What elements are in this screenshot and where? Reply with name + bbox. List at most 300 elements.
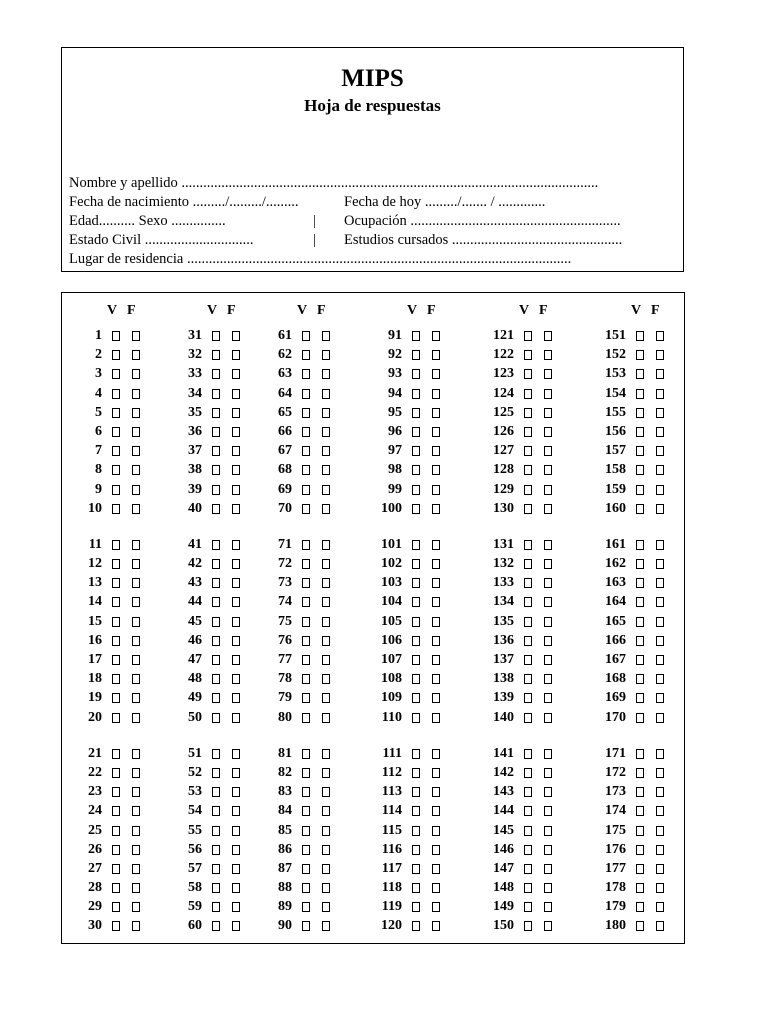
checkbox-verdadero[interactable] [302,597,310,607]
checkbox-falso[interactable] [544,389,552,399]
checkbox-verdadero[interactable] [302,578,310,588]
checkbox-falso[interactable] [132,768,140,778]
checkbox-verdadero[interactable] [212,597,220,607]
checkbox-falso[interactable] [544,921,552,931]
checkbox-falso[interactable] [232,636,240,646]
checkbox-falso[interactable] [232,559,240,569]
checkbox-falso[interactable] [322,693,330,703]
checkbox-falso[interactable] [232,369,240,379]
checkbox-falso[interactable] [132,369,140,379]
checkbox-falso[interactable] [322,504,330,514]
checkbox-falso[interactable] [656,636,664,646]
checkbox-falso[interactable] [322,389,330,399]
checkbox-verdadero[interactable] [524,787,532,797]
checkbox-falso[interactable] [544,806,552,816]
checkbox-verdadero[interactable] [636,636,644,646]
checkbox-verdadero[interactable] [112,768,120,778]
checkbox-falso[interactable] [322,636,330,646]
checkbox-verdadero[interactable] [212,446,220,456]
checkbox-verdadero[interactable] [212,408,220,418]
checkbox-verdadero[interactable] [524,693,532,703]
checkbox-falso[interactable] [544,485,552,495]
checkbox-verdadero[interactable] [212,713,220,723]
checkbox-falso[interactable] [232,921,240,931]
checkbox-verdadero[interactable] [302,504,310,514]
checkbox-falso[interactable] [432,465,440,475]
checkbox-falso[interactable] [322,749,330,759]
checkbox-falso[interactable] [656,902,664,912]
checkbox-falso[interactable] [656,617,664,627]
checkbox-falso[interactable] [432,845,440,855]
checkbox-falso[interactable] [132,350,140,360]
checkbox-falso[interactable] [432,369,440,379]
checkbox-verdadero[interactable] [112,902,120,912]
checkbox-verdadero[interactable] [212,768,220,778]
checkbox-falso[interactable] [432,485,440,495]
checkbox-falso[interactable] [322,902,330,912]
checkbox-falso[interactable] [656,864,664,874]
checkbox-falso[interactable] [132,864,140,874]
checkbox-falso[interactable] [544,559,552,569]
checkbox-verdadero[interactable] [302,485,310,495]
checkbox-falso[interactable] [432,713,440,723]
checkbox-verdadero[interactable] [112,389,120,399]
checkbox-falso[interactable] [322,597,330,607]
checkbox-falso[interactable] [322,655,330,665]
checkbox-verdadero[interactable] [212,806,220,816]
checkbox-falso[interactable] [132,465,140,475]
checkbox-falso[interactable] [322,465,330,475]
checkbox-verdadero[interactable] [212,826,220,836]
checkbox-falso[interactable] [132,597,140,607]
checkbox-verdadero[interactable] [636,465,644,475]
checkbox-falso[interactable] [322,369,330,379]
fecha-hoy-field[interactable]: Fecha de hoy ........./....... / ............. [344,194,546,210]
checkbox-verdadero[interactable] [524,350,532,360]
checkbox-verdadero[interactable] [302,826,310,836]
checkbox-verdadero[interactable] [412,674,420,684]
nombre-field[interactable]: Nombre y apellido ................................................................................................................... [69,175,599,191]
checkbox-falso[interactable] [544,350,552,360]
checkbox-falso[interactable] [132,655,140,665]
checkbox-verdadero[interactable] [636,674,644,684]
checkbox-verdadero[interactable] [302,559,310,569]
checkbox-verdadero[interactable] [212,636,220,646]
checkbox-falso[interactable] [132,693,140,703]
checkbox-verdadero[interactable] [412,655,420,665]
checkbox-falso[interactable] [432,446,440,456]
checkbox-verdadero[interactable] [302,921,310,931]
checkbox-falso[interactable] [656,446,664,456]
checkbox-verdadero[interactable] [212,578,220,588]
checkbox-verdadero[interactable] [112,465,120,475]
checkbox-falso[interactable] [232,331,240,341]
checkbox-verdadero[interactable] [636,559,644,569]
checkbox-verdadero[interactable] [302,883,310,893]
checkbox-falso[interactable] [132,902,140,912]
checkbox-falso[interactable] [432,768,440,778]
checkbox-verdadero[interactable] [212,693,220,703]
checkbox-verdadero[interactable] [412,902,420,912]
checkbox-verdadero[interactable] [302,693,310,703]
checkbox-falso[interactable] [232,408,240,418]
checkbox-verdadero[interactable] [412,826,420,836]
checkbox-falso[interactable] [232,806,240,816]
checkbox-falso[interactable] [544,655,552,665]
checkbox-falso[interactable] [656,485,664,495]
checkbox-falso[interactable] [544,504,552,514]
checkbox-verdadero[interactable] [524,806,532,816]
checkbox-verdadero[interactable] [302,427,310,437]
checkbox-verdadero[interactable] [524,504,532,514]
checkbox-verdadero[interactable] [212,331,220,341]
checkbox-verdadero[interactable] [212,504,220,514]
checkbox-verdadero[interactable] [524,655,532,665]
checkbox-falso[interactable] [132,504,140,514]
checkbox-falso[interactable] [432,864,440,874]
checkbox-falso[interactable] [132,787,140,797]
checkbox-falso[interactable] [132,540,140,550]
checkbox-falso[interactable] [132,921,140,931]
checkbox-falso[interactable] [544,446,552,456]
checkbox-falso[interactable] [656,693,664,703]
checkbox-falso[interactable] [544,864,552,874]
checkbox-verdadero[interactable] [112,713,120,723]
checkbox-verdadero[interactable] [524,389,532,399]
checkbox-falso[interactable] [656,559,664,569]
checkbox-verdadero[interactable] [112,504,120,514]
checkbox-falso[interactable] [132,826,140,836]
checkbox-verdadero[interactable] [212,465,220,475]
checkbox-falso[interactable] [656,408,664,418]
checkbox-falso[interactable] [322,446,330,456]
checkbox-verdadero[interactable] [112,369,120,379]
checkbox-falso[interactable] [656,350,664,360]
checkbox-verdadero[interactable] [412,845,420,855]
checkbox-falso[interactable] [232,465,240,475]
checkbox-verdadero[interactable] [524,559,532,569]
checkbox-verdadero[interactable] [636,845,644,855]
checkbox-falso[interactable] [322,485,330,495]
checkbox-verdadero[interactable] [524,768,532,778]
checkbox-verdadero[interactable] [636,331,644,341]
checkbox-falso[interactable] [232,427,240,437]
checkbox-falso[interactable] [544,883,552,893]
checkbox-verdadero[interactable] [412,540,420,550]
fecha-nacimiento-field[interactable]: Fecha de nacimiento ........./........./......... [69,194,299,210]
checkbox-verdadero[interactable] [636,713,644,723]
checkbox-falso[interactable] [544,369,552,379]
checkbox-falso[interactable] [322,540,330,550]
checkbox-verdadero[interactable] [636,597,644,607]
checkbox-falso[interactable] [132,331,140,341]
checkbox-verdadero[interactable] [412,578,420,588]
checkbox-falso[interactable] [132,408,140,418]
checkbox-verdadero[interactable] [524,749,532,759]
checkbox-verdadero[interactable] [112,617,120,627]
checkbox-verdadero[interactable] [212,787,220,797]
checkbox-falso[interactable] [656,597,664,607]
checkbox-falso[interactable] [656,674,664,684]
checkbox-falso[interactable] [322,408,330,418]
checkbox-falso[interactable] [432,787,440,797]
checkbox-verdadero[interactable] [636,902,644,912]
checkbox-falso[interactable] [322,787,330,797]
checkbox-verdadero[interactable] [636,826,644,836]
checkbox-falso[interactable] [432,350,440,360]
checkbox-falso[interactable] [232,883,240,893]
checkbox-verdadero[interactable] [412,331,420,341]
checkbox-falso[interactable] [322,921,330,931]
checkbox-falso[interactable] [432,921,440,931]
checkbox-verdadero[interactable] [212,485,220,495]
checkbox-falso[interactable] [232,902,240,912]
checkbox-verdadero[interactable] [636,389,644,399]
checkbox-verdadero[interactable] [524,902,532,912]
checkbox-verdadero[interactable] [302,369,310,379]
checkbox-falso[interactable] [544,408,552,418]
checkbox-falso[interactable] [132,674,140,684]
checkbox-falso[interactable] [432,693,440,703]
checkbox-falso[interactable] [232,826,240,836]
checkbox-falso[interactable] [656,540,664,550]
checkbox-verdadero[interactable] [412,504,420,514]
checkbox-verdadero[interactable] [212,559,220,569]
checkbox-falso[interactable] [132,713,140,723]
checkbox-verdadero[interactable] [112,864,120,874]
checkbox-verdadero[interactable] [636,504,644,514]
checkbox-verdadero[interactable] [112,806,120,816]
checkbox-falso[interactable] [544,597,552,607]
checkbox-verdadero[interactable] [212,655,220,665]
checkbox-verdadero[interactable] [524,617,532,627]
checkbox-verdadero[interactable] [412,921,420,931]
checkbox-falso[interactable] [656,465,664,475]
checkbox-falso[interactable] [544,465,552,475]
checkbox-verdadero[interactable] [112,826,120,836]
checkbox-falso[interactable] [232,350,240,360]
checkbox-verdadero[interactable] [636,540,644,550]
checkbox-verdadero[interactable] [112,446,120,456]
checkbox-verdadero[interactable] [524,674,532,684]
checkbox-falso[interactable] [544,749,552,759]
checkbox-verdadero[interactable] [412,864,420,874]
checkbox-falso[interactable] [544,845,552,855]
checkbox-verdadero[interactable] [112,485,120,495]
checkbox-falso[interactable] [232,768,240,778]
checkbox-verdadero[interactable] [302,389,310,399]
checkbox-verdadero[interactable] [412,408,420,418]
checkbox-verdadero[interactable] [412,465,420,475]
checkbox-verdadero[interactable] [302,655,310,665]
checkbox-verdadero[interactable] [302,540,310,550]
checkbox-verdadero[interactable] [524,826,532,836]
checkbox-verdadero[interactable] [524,883,532,893]
checkbox-verdadero[interactable] [524,845,532,855]
checkbox-verdadero[interactable] [302,617,310,627]
checkbox-falso[interactable] [432,578,440,588]
checkbox-verdadero[interactable] [636,617,644,627]
checkbox-falso[interactable] [232,446,240,456]
checkbox-falso[interactable] [432,331,440,341]
checkbox-falso[interactable] [432,749,440,759]
checkbox-falso[interactable] [232,864,240,874]
checkbox-verdadero[interactable] [636,350,644,360]
checkbox-verdadero[interactable] [112,787,120,797]
checkbox-verdadero[interactable] [636,693,644,703]
checkbox-falso[interactable] [432,427,440,437]
checkbox-verdadero[interactable] [212,369,220,379]
checkbox-verdadero[interactable] [412,636,420,646]
checkbox-falso[interactable] [232,845,240,855]
checkbox-verdadero[interactable] [302,350,310,360]
checkbox-verdadero[interactable] [112,427,120,437]
checkbox-falso[interactable] [132,427,140,437]
checkbox-falso[interactable] [232,597,240,607]
checkbox-verdadero[interactable] [412,883,420,893]
checkbox-falso[interactable] [132,749,140,759]
checkbox-verdadero[interactable] [212,389,220,399]
checkbox-verdadero[interactable] [412,446,420,456]
checkbox-verdadero[interactable] [112,597,120,607]
checkbox-verdadero[interactable] [524,369,532,379]
checkbox-falso[interactable] [232,504,240,514]
checkbox-verdadero[interactable] [112,540,120,550]
checkbox-verdadero[interactable] [302,768,310,778]
checkbox-verdadero[interactable] [112,578,120,588]
checkbox-falso[interactable] [544,713,552,723]
checkbox-verdadero[interactable] [302,465,310,475]
checkbox-verdadero[interactable] [636,485,644,495]
checkbox-verdadero[interactable] [636,787,644,797]
checkbox-falso[interactable] [432,674,440,684]
checkbox-verdadero[interactable] [636,655,644,665]
checkbox-verdadero[interactable] [524,636,532,646]
checkbox-verdadero[interactable] [302,806,310,816]
checkbox-verdadero[interactable] [636,578,644,588]
checkbox-verdadero[interactable] [524,578,532,588]
checkbox-falso[interactable] [544,540,552,550]
checkbox-falso[interactable] [656,749,664,759]
checkbox-verdadero[interactable] [412,559,420,569]
checkbox-verdadero[interactable] [524,921,532,931]
checkbox-verdadero[interactable] [636,883,644,893]
checkbox-verdadero[interactable] [636,921,644,931]
checkbox-falso[interactable] [656,655,664,665]
checkbox-falso[interactable] [544,902,552,912]
checkbox-verdadero[interactable] [412,369,420,379]
checkbox-falso[interactable] [322,845,330,855]
checkbox-falso[interactable] [432,883,440,893]
checkbox-falso[interactable] [132,845,140,855]
checkbox-falso[interactable] [432,826,440,836]
checkbox-falso[interactable] [322,826,330,836]
checkbox-falso[interactable] [656,768,664,778]
checkbox-falso[interactable] [656,713,664,723]
checkbox-falso[interactable] [544,578,552,588]
checkbox-verdadero[interactable] [412,693,420,703]
checkbox-falso[interactable] [322,806,330,816]
checkbox-falso[interactable] [232,485,240,495]
checkbox-verdadero[interactable] [412,597,420,607]
checkbox-verdadero[interactable] [112,559,120,569]
checkbox-falso[interactable] [232,749,240,759]
checkbox-falso[interactable] [656,369,664,379]
checkbox-falso[interactable] [322,578,330,588]
checkbox-verdadero[interactable] [212,617,220,627]
checkbox-falso[interactable] [656,806,664,816]
checkbox-verdadero[interactable] [524,465,532,475]
checkbox-falso[interactable] [432,540,440,550]
checkbox-falso[interactable] [232,617,240,627]
checkbox-falso[interactable] [432,389,440,399]
checkbox-verdadero[interactable] [112,674,120,684]
checkbox-falso[interactable] [132,578,140,588]
checkbox-falso[interactable] [656,787,664,797]
checkbox-verdadero[interactable] [412,768,420,778]
checkbox-falso[interactable] [132,559,140,569]
residencia-field[interactable]: Lugar de residencia .......................................................................................................... [69,251,572,267]
checkbox-falso[interactable] [232,578,240,588]
checkbox-falso[interactable] [432,806,440,816]
checkbox-falso[interactable] [544,768,552,778]
checkbox-falso[interactable] [544,693,552,703]
checkbox-verdadero[interactable] [302,408,310,418]
checkbox-verdadero[interactable] [302,713,310,723]
checkbox-verdadero[interactable] [112,883,120,893]
checkbox-verdadero[interactable] [212,674,220,684]
checkbox-verdadero[interactable] [524,427,532,437]
checkbox-falso[interactable] [322,674,330,684]
checkbox-falso[interactable] [544,636,552,646]
checkbox-falso[interactable] [432,504,440,514]
checkbox-falso[interactable] [132,446,140,456]
checkbox-verdadero[interactable] [212,427,220,437]
checkbox-verdadero[interactable] [302,902,310,912]
checkbox-falso[interactable] [132,389,140,399]
checkbox-verdadero[interactable] [412,389,420,399]
checkbox-verdadero[interactable] [212,921,220,931]
checkbox-verdadero[interactable] [302,787,310,797]
checkbox-verdadero[interactable] [636,806,644,816]
checkbox-falso[interactable] [544,331,552,341]
checkbox-falso[interactable] [322,768,330,778]
checkbox-verdadero[interactable] [636,408,644,418]
checkbox-falso[interactable] [432,617,440,627]
checkbox-falso[interactable] [544,826,552,836]
checkbox-falso[interactable] [544,787,552,797]
checkbox-verdadero[interactable] [212,749,220,759]
checkbox-falso[interactable] [232,787,240,797]
checkbox-falso[interactable] [656,826,664,836]
checkbox-falso[interactable] [322,350,330,360]
checkbox-verdadero[interactable] [524,540,532,550]
checkbox-verdadero[interactable] [112,921,120,931]
checkbox-verdadero[interactable] [112,350,120,360]
checkbox-verdadero[interactable] [302,674,310,684]
checkbox-verdadero[interactable] [524,485,532,495]
checkbox-verdadero[interactable] [212,845,220,855]
checkbox-verdadero[interactable] [112,331,120,341]
checkbox-verdadero[interactable] [112,749,120,759]
checkbox-falso[interactable] [656,921,664,931]
checkbox-falso[interactable] [132,806,140,816]
checkbox-verdadero[interactable] [112,408,120,418]
checkbox-verdadero[interactable] [112,636,120,646]
checkbox-verdadero[interactable] [524,713,532,723]
checkbox-falso[interactable] [432,902,440,912]
checkbox-falso[interactable] [432,636,440,646]
